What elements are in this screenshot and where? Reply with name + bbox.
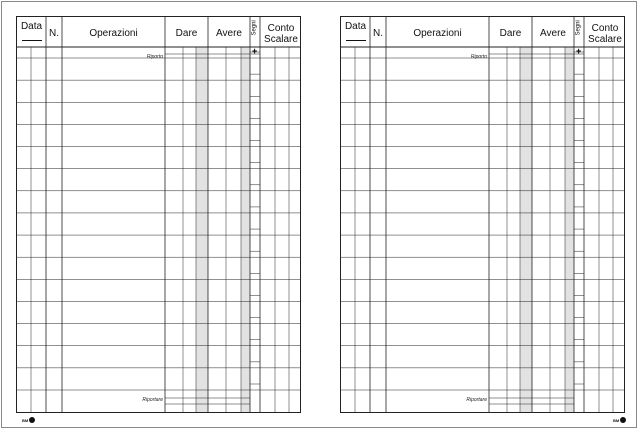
publisher-logo: BM <box>22 417 35 423</box>
header-data: Data <box>341 21 370 44</box>
plus-sign: + <box>252 46 258 56</box>
ledger-page-left <box>16 16 301 413</box>
header-segni: Segni <box>251 20 258 36</box>
header-operazioni: Operazioni <box>413 28 462 39</box>
logo-disc-icon <box>620 417 626 423</box>
shaded-column <box>196 47 208 412</box>
riportare-label: Riportare <box>142 397 163 403</box>
ledger-grid <box>341 17 626 414</box>
header-dare: Dare <box>499 28 522 39</box>
header-conto-scalare: Conto Scalare <box>264 23 298 45</box>
header-avere: Avere <box>540 28 566 39</box>
ledger-page-right <box>340 16 625 413</box>
header-data: Data <box>17 21 46 44</box>
shaded-column <box>520 47 532 412</box>
shaded-column <box>241 47 250 412</box>
header-segni: Segni <box>575 20 582 36</box>
header-n: N. <box>49 28 59 39</box>
header-avere: Avere <box>216 28 242 39</box>
riporto-label: Riporto <box>470 54 487 60</box>
plus-sign: + <box>576 46 582 56</box>
riportare-label: Riportare <box>466 397 487 403</box>
logo-disc-icon <box>29 417 35 423</box>
header-operazioni: Operazioni <box>89 28 138 39</box>
header-conto-scalare: Conto Scalare <box>588 23 622 45</box>
ledger-grid <box>17 17 302 414</box>
shaded-column <box>565 47 574 412</box>
header-n: N. <box>373 28 383 39</box>
header-dare: Dare <box>175 28 198 39</box>
riporto-label: Riporto <box>146 54 163 60</box>
publisher-logo: BM <box>613 417 626 423</box>
